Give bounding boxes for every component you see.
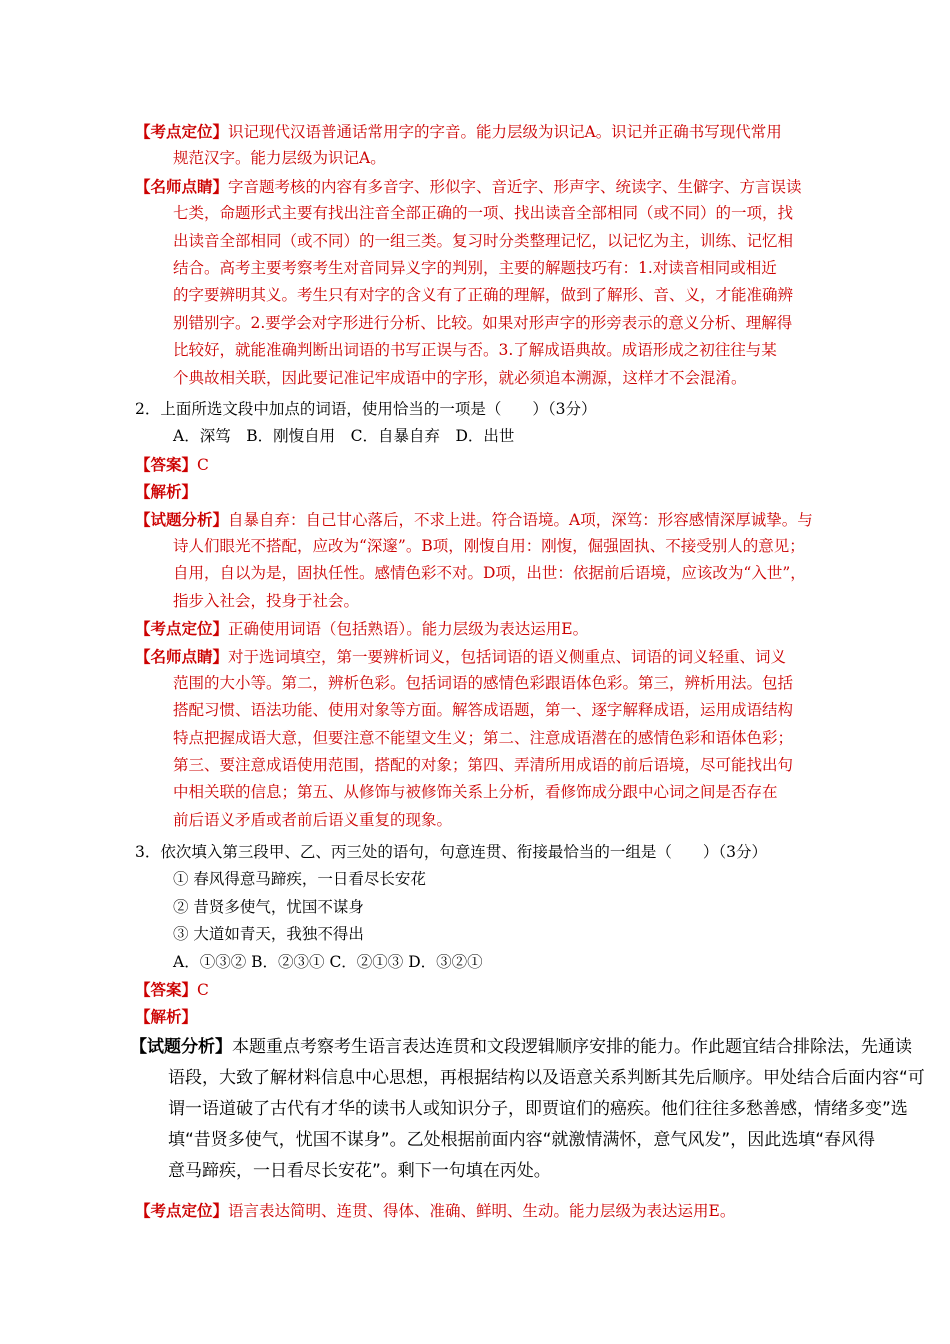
fenxi-tag: 【试题分析】 xyxy=(135,509,229,529)
mingshi-text: 个典故相关联，因此要记准记牢成语中的字形，就必须追本溯源，这样才不会混淆。 xyxy=(173,368,747,387)
question-item: ③ 大道如青天，我独不得出 xyxy=(173,925,364,944)
kaodian-text: 规范汉字。能力层级为识记A。 xyxy=(173,149,386,168)
question-item: ① 春风得意马蹄疾，一日看尽长安花 xyxy=(173,870,426,889)
kaodian-text: 识记现代汉语普通话常用字的字音。能力层级为识记A。识记并正确书写现代常用 xyxy=(228,123,782,141)
mingshi-text: 范围的大小等。第二，辨析色彩。包括词语的感情色彩跟语体色彩。第三，辨析用法。包括 xyxy=(173,673,794,692)
kaodian-tag: 【考点定位】 xyxy=(135,619,229,639)
fenxi-text: 意马蹄疾，一日看尽长安花”。剩下一句填在丙处。 xyxy=(168,1161,551,1181)
fenxi-line xyxy=(135,506,825,533)
question-stem: 2．上面所选文段中加点的词语，使用恰当的一项是（ ）（3分） xyxy=(135,400,597,418)
question-stem: 3．依次填入第三段甲、乙、丙三处的语句，句意连贯、衔接最恰当的一组是（ ）（3分） xyxy=(135,843,767,861)
answer-value: C xyxy=(197,455,209,474)
fenxi-tag: 【试题分析】 xyxy=(130,1037,232,1057)
fenxi-text: 填“昔贤多使气，忧国不谋身”。乙处根据前面内容“就激情满怀，意气风发”，因此选填“春风得 xyxy=(168,1130,876,1150)
kaodian-text: 正确使用词语（包括熟语）。能力层级为表达运用E。 xyxy=(228,620,589,639)
mingshi-line xyxy=(135,173,825,200)
mingshi-text: 第三、要注意成语使用范围，搭配的对象；第四、弄清所用成语的前后语境，尽可能找出句 xyxy=(173,756,794,775)
question-3-block xyxy=(135,839,825,1031)
kaodian-tag: 【考点定位】 xyxy=(135,1201,229,1220)
mingshi-text: 结合。高考主要考察考生对音同异义字的判别，主要的解题技巧有：1.对读音相同或相近 xyxy=(173,258,777,277)
mingshi-text: 特点把握成语大意，但要注意不能望文生义；第二、注意成语潜在的感情色彩和语体色彩； xyxy=(173,728,794,747)
question-options: A．深笃 B．刚愎自用 C．自暴自弃 D．出世 xyxy=(173,427,515,446)
question-3-analysis-block xyxy=(130,1032,925,1187)
kaodian-line xyxy=(135,1197,825,1224)
q1-analysis-block xyxy=(135,118,825,392)
fenxi-text: 自用，自以为是，固执任性。感情色彩不对。D项，出世：依据前后语境，应该改为“入世”， xyxy=(173,564,806,583)
fenxi-text: 语段，大致了解材料信息中心思想，再根据结构以及语意关系判断其先后顺序。甲处结合后面内容“可 xyxy=(168,1068,925,1088)
kaodian-line xyxy=(135,615,825,642)
answer-tag: 【答案】 xyxy=(135,454,198,474)
question-options: A．①③② B．②③① C．②①③ D．③②① xyxy=(173,952,483,971)
mingshi-text: 别错别字。2.要学会对字形进行分析、比较。如果对形声字的形旁表示的意义分析、理解得 xyxy=(173,313,793,332)
kaodian-text: 语言表达简明、连贯、得体、准确、鲜明、生动。能力层级为表达运用E。 xyxy=(228,1202,736,1220)
mingshi-text: 搭配习惯、语法功能、使用对象等方面。解答成语题，第一、逐字解释成语，运用成语结构 xyxy=(173,701,794,720)
jiexi-tag: 【解析】 xyxy=(135,1007,198,1027)
question-3-kaodian-block xyxy=(135,1197,825,1224)
fenxi-text: 自暴自弃：自己甘心落后，不求上进。符合语境。A项，深笃：形容感情深厚诚挚。与 xyxy=(228,510,813,529)
mingshi-text: 七类，命题形式主要有找出注音全部正确的一项、找出读音全部相同（或不同）的一项，找 xyxy=(173,204,794,223)
fenxi-text: 本题重点考察考生语言表达连贯和文段逻辑顺序安排的能力。作此题宜结合排除法，先通读 xyxy=(232,1037,912,1057)
question-item: ② 昔贤多使气，忧国不谋身 xyxy=(173,897,364,916)
fenxi-line xyxy=(130,1032,912,1063)
kaodian-tag: 【考点定位】 xyxy=(135,122,229,141)
answer-line xyxy=(135,976,825,1003)
mingshi-text: 字音题考核的内容有多音字、形似字、音近字、形声字、统读字、生僻字、方言误读 xyxy=(228,177,802,196)
jiexi-tag: 【解析】 xyxy=(135,482,198,502)
mingshi-text: 出读音全部相同（或不同）的一组三类。复习时分类整理记忆，以记忆为主，训练、记忆相 xyxy=(173,231,794,250)
mingshi-tag: 【名师点睛】 xyxy=(135,646,229,666)
answer-value: C xyxy=(197,980,209,999)
mingshi-text: 中相关联的信息；第五、从修饰与被修饰关系上分析，看修饰成分跟中心词之间是否存在 xyxy=(173,783,778,802)
question-2-block xyxy=(135,396,825,834)
mingshi-tag: 【名师点睛】 xyxy=(135,176,229,196)
fenxi-text: 指步入社会，投身于社会。 xyxy=(173,591,360,610)
answer-tag: 【答案】 xyxy=(135,979,198,999)
mingshi-text: 的字要辨明其义。考生只有对字的含义有了正确的理解，做到了解形、音、义，才能准确辨 xyxy=(173,286,794,305)
answer-line xyxy=(135,451,825,478)
fenxi-text: 谓一语道破了古代有才华的读书人或知识分子，即贾谊们的癌疾。他们往往多愁善感，情绪多变”选 xyxy=(168,1099,908,1119)
kaodian-line xyxy=(135,118,825,145)
mingshi-line xyxy=(135,643,825,670)
mingshi-text: 前后语义矛盾或者前后语义重复的现象。 xyxy=(173,810,453,829)
mingshi-text: 比较好，就能准确判断出词语的书写正误与否。3.了解成语典故。成语形成之初往往与某 xyxy=(173,341,777,360)
fenxi-text: 诗人们眼光不搭配，应改为“深邃”。B项，刚愎自用：刚愎，倔强固执、不接受别人的意见； xyxy=(173,536,805,555)
mingshi-text: 对于选词填空，第一要辨析词义，包括词语的语义侧重点、词语的词义轻重、词义 xyxy=(228,647,787,666)
